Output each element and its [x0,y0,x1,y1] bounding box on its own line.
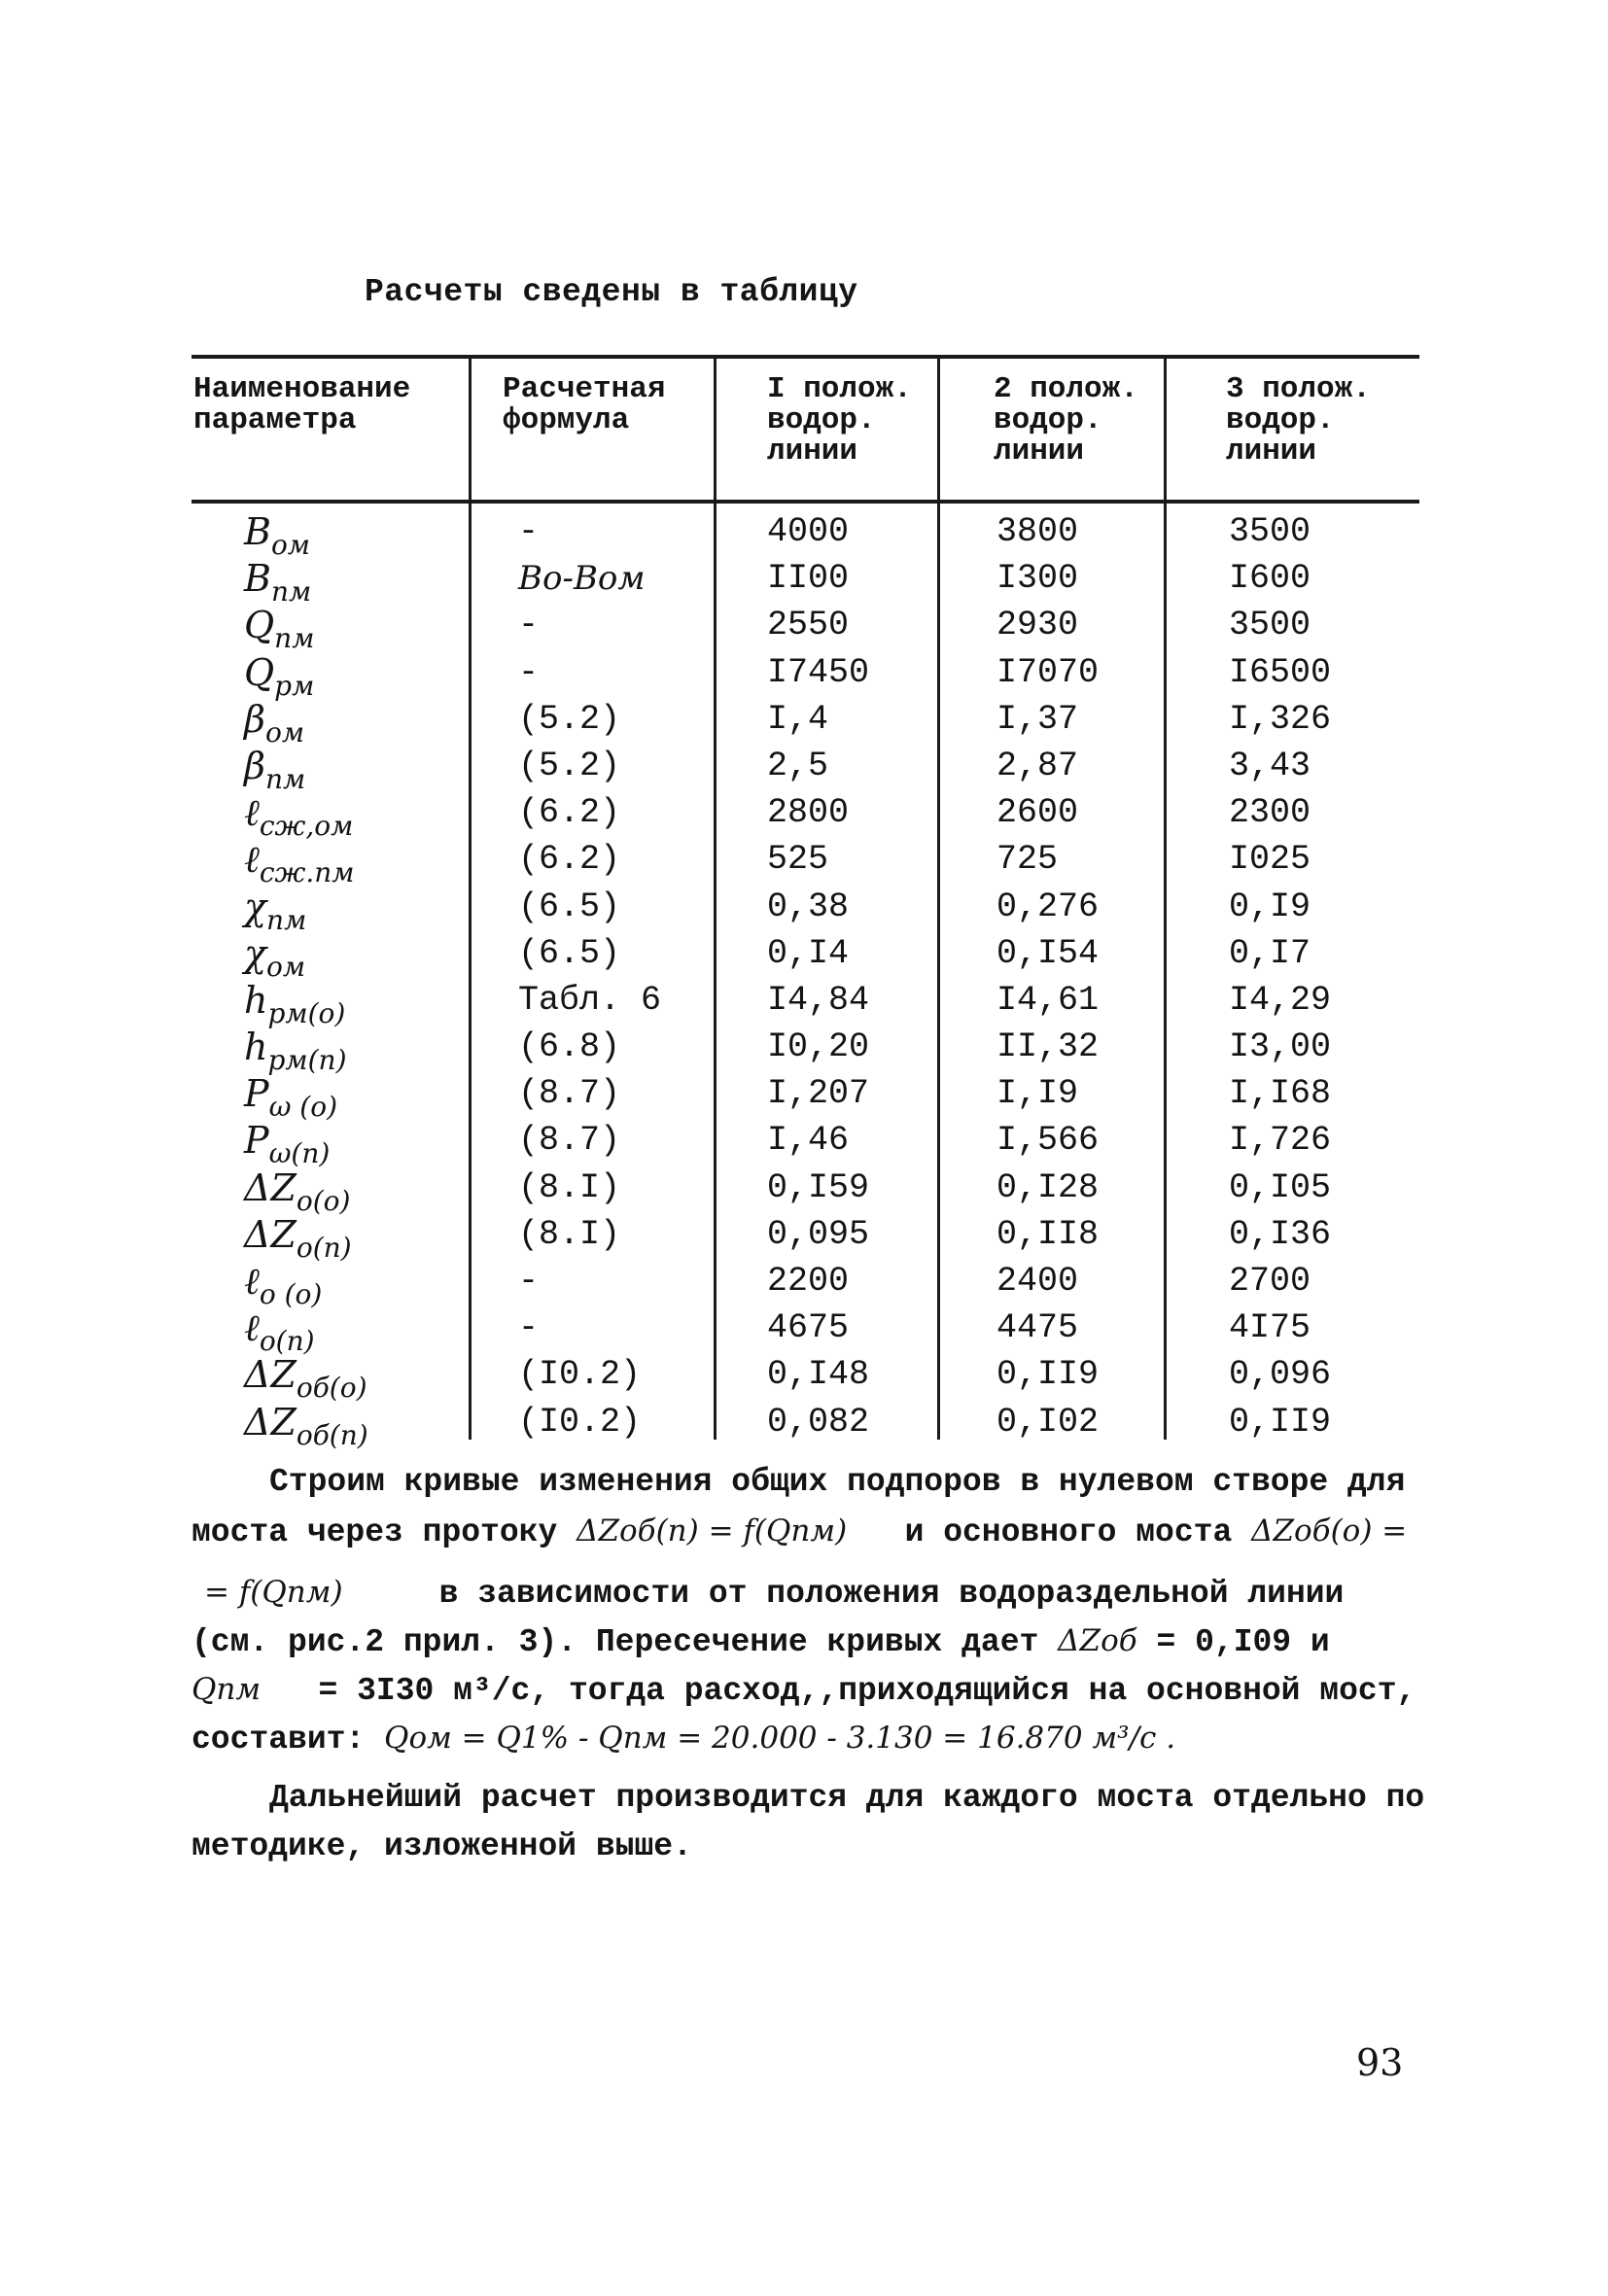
formula-cell: Bo-Bом [518,559,646,599]
value-cell-position-2: 0,I54 [996,933,1100,973]
handwritten-formula: Qом = Q1% - Qпм = 20.000 - 3.130 = 16.870 м³/с . [384,1721,1176,1756]
paragraph-1-line-5 [192,1665,1416,1716]
table-header-rule [192,500,1419,504]
table-row [192,1304,1419,1358]
parameter-subscript: рм [274,669,315,702]
value-cell-position-1: 0,I59 [767,1167,870,1207]
value-cell-position-3: I,326 [1229,699,1332,739]
value-cell-position-1: I,46 [767,1121,850,1161]
parameter-symbol [244,604,315,655]
table-row [192,976,1419,1029]
value-cell-position-3: I,726 [1229,1121,1332,1161]
parameter-symbol-base: P [244,1119,269,1163]
value-cell-position-1: 0,I4 [767,933,850,973]
text: = 3I30 м³/с, тогда расход,,приходящийся на основной мост, [318,1673,1416,1709]
table-body [192,507,1419,1451]
parameter-subscript: ом [264,715,305,748]
formula-cell: (8.I) [518,1214,621,1254]
value-cell-position-2: I,I9 [996,1074,1079,1114]
value-cell-position-2: 3800 [996,512,1079,551]
table-row [192,835,1419,889]
value-cell-position-1: 4675 [767,1308,850,1348]
header-position-1: I полож. водор. линии [767,372,912,469]
value-cell-position-1: 2800 [767,793,850,833]
value-cell-position-1: II00 [767,559,850,599]
value-cell-position-2: 0,I02 [996,1402,1100,1442]
formula-cell: (6.5) [518,887,621,926]
value-cell-position-2: 2930 [996,606,1079,645]
parameter-symbol-base: ΔZ [244,1165,297,1209]
parameter-symbol [244,510,311,561]
formula-cell: (6.5) [518,933,621,973]
value-cell-position-3: 0,I05 [1229,1167,1332,1207]
formula-cell: - [518,606,540,645]
text: (см. рис.2 прил. 3). Пересечение кривых дает [192,1624,1039,1660]
parameter-symbol [244,1212,352,1264]
formula-cell: (8.I) [518,1167,621,1207]
table-row [192,695,1419,748]
parameter-symbol [244,697,305,748]
parameter-symbol [244,791,354,843]
formula-cell: - [518,512,540,551]
parameter-symbol-base: χ [244,931,267,975]
parameter-subscript: сж,ом [259,810,354,843]
paragraph-1-line-6 [192,1714,1175,1764]
formula-cell: (5.2) [518,699,621,739]
value-cell-position-1: 0,I48 [767,1355,870,1395]
text: составит: [192,1722,366,1757]
parameter-subscript: ом [270,529,311,561]
value-cell-position-2: 2600 [996,793,1079,833]
table-row [192,1116,1419,1170]
page-number: 93 [1356,2041,1404,2084]
formula-cell: - [518,1308,540,1348]
value-cell-position-3: 0,I9 [1229,887,1311,926]
table-row [192,929,1419,983]
value-cell-position-2: 725 [996,840,1059,880]
parameter-symbol [244,1026,347,1077]
value-cell-position-2: 0,I28 [996,1167,1100,1207]
handwritten-formula: ΔZоб(п) = f(Qпм) [577,1513,848,1548]
parameter-symbol [244,838,355,889]
parameter-symbol [244,978,346,1029]
parameter-symbol-base: Q [244,604,275,647]
parameter-symbol [244,1306,315,1358]
value-cell-position-1: 525 [767,840,829,880]
table-row [192,1257,1419,1310]
value-cell-position-1: 2550 [767,606,850,645]
formula-cell: (I0.2) [518,1402,642,1442]
parameter-subscript: пм [270,575,312,609]
parameter-symbol [244,1260,323,1310]
parameter-symbol [244,1072,338,1124]
formula-cell: (8.7) [518,1121,621,1161]
formula-cell: Табл. 6 [518,980,662,1020]
value-cell-position-3: 3500 [1229,512,1311,551]
formula-cell: - [518,1262,540,1301]
formula-cell: (6.2) [518,840,621,880]
parameter-subscript: об(о) [296,1372,367,1405]
parameter-symbol-base: P [244,1072,269,1116]
value-cell-position-3: 0,096 [1229,1355,1332,1395]
value-cell-position-3: 2700 [1229,1262,1311,1301]
value-cell-position-3: I3,00 [1229,1027,1332,1067]
paragraph-1-line-1: Строим кривые изменения общих подпоров в нулевом створе для [269,1464,1406,1500]
parameter-symbol-base: B [244,510,271,553]
value-cell-position-2: I,566 [996,1121,1100,1161]
parameter-symbol-base: h [244,978,268,1022]
parameter-symbol [244,744,306,795]
parameter-subscript: о(п) [259,1325,315,1358]
table-row [192,554,1419,609]
parameter-subscript: ом [266,950,306,983]
text: = 0,I09 и [1156,1624,1330,1660]
value-cell-position-3: 0,I36 [1229,1214,1332,1254]
formula-cell: - [518,652,540,692]
parameter-symbol-base: ΔZ [244,1353,297,1397]
parameter-subscript: пм [266,903,307,936]
value-cell-position-1: 0,082 [767,1402,870,1442]
parameter-symbol [244,1353,367,1405]
parameter-symbol-base: B [244,557,271,601]
value-cell-position-1: I,4 [767,699,829,739]
parameter-symbol [244,885,307,936]
parameter-symbol-base: χ [244,885,267,928]
table-row [192,648,1419,702]
parameter-symbol-base: β [244,697,265,741]
parameter-symbol [244,1400,368,1451]
value-cell-position-1: I7450 [767,652,870,692]
value-cell-position-1: 2,5 [767,746,829,785]
table-row [192,883,1419,936]
value-cell-position-2: II,32 [996,1027,1100,1067]
parameter-subscript: сж.пм [259,856,355,889]
parameter-symbol [244,1165,351,1217]
value-cell-position-3: I6500 [1229,652,1332,692]
formula-cell: (6.2) [518,793,621,833]
value-cell-position-3: I600 [1229,559,1311,599]
handwritten-formula: ΔZоб(о) = [1251,1513,1408,1548]
handwritten-formula: = f(Qпм) [204,1575,343,1610]
parameter-symbol-base: ℓ [244,838,260,882]
table-top-rule [192,355,1419,359]
value-cell-position-2: I,37 [996,699,1079,739]
parameter-subscript: ω(п) [268,1137,331,1170]
value-cell-position-3: 3,43 [1229,746,1311,785]
parameter-symbol-base: h [244,1026,268,1069]
parameter-symbol-base: ℓ [244,791,260,835]
parameter-subscript: пм [274,622,315,655]
value-cell-position-3: 3500 [1229,606,1311,645]
value-cell-position-1: I0,20 [767,1027,870,1067]
parameter-subscript: рм(п) [267,1044,347,1077]
table-row [192,1210,1419,1264]
handwritten-formula: Qпм [192,1672,262,1707]
parameter-symbol-base: ℓ [244,1260,260,1303]
table-row [192,1350,1419,1405]
text: и основного моста [904,1514,1233,1550]
parameter-symbol [244,931,306,983]
parameter-symbol [244,557,312,609]
value-cell-position-2: 2400 [996,1262,1079,1301]
paragraph-2-line-1: Дальнейший расчет производится для каждого моста отдельно по [269,1780,1425,1816]
parameter-symbol-base: ΔZ [244,1212,297,1256]
table-row [192,1069,1419,1124]
value-cell-position-3: I,I68 [1229,1074,1332,1114]
parameter-symbol-base: Q [244,650,275,694]
formula-cell: (6.8) [518,1027,621,1067]
table-row [192,1398,1419,1451]
value-cell-position-3: I4,29 [1229,980,1332,1020]
value-cell-position-1: I,207 [767,1074,870,1114]
value-cell-position-2: I4,61 [996,980,1100,1020]
value-cell-position-2: 4475 [996,1308,1079,1348]
value-cell-position-2: 0,276 [996,887,1100,926]
parameter-subscript: о(п) [296,1231,352,1264]
paragraph-1-line-4 [192,1617,1330,1667]
value-cell-position-1: 0,095 [767,1214,870,1254]
value-cell-position-2: 2,87 [996,746,1079,785]
parameter-subscript: ω (о) [268,1091,338,1124]
header-formula: Расчетная формула [503,372,666,437]
parameter-subscript: пм [264,762,306,795]
header-position-3: 3 полож. водор. линии [1226,372,1371,469]
parameter-subscript: об(п) [296,1418,368,1451]
value-cell-position-2: I300 [996,559,1079,599]
table-row [192,788,1419,843]
table-row [192,507,1419,561]
formula-cell: (5.2) [518,746,621,785]
parameter-subscript: рм(о) [267,996,346,1029]
value-cell-position-1: 4000 [767,512,850,551]
formula-cell: (8.7) [518,1074,621,1114]
table-caption: Расчеты сведены в таблицу [365,274,858,310]
parameter-symbol-base: ℓ [244,1306,260,1350]
parameter-subscript: о(о) [296,1184,351,1217]
table-row [192,1023,1419,1077]
value-cell-position-3: 2300 [1229,793,1311,833]
header-parameter-name: Наименование параметра [193,372,411,437]
value-cell-position-1: 2200 [767,1262,850,1301]
value-cell-position-1: 0,38 [767,887,850,926]
handwritten-formula: ΔZоб [1058,1623,1137,1658]
text: моста через протоку [192,1514,558,1550]
paragraph-2-line-2: методике, изложенной выше. [192,1828,692,1864]
parameter-symbol-base: β [244,744,265,787]
value-cell-position-2: 0,II9 [996,1355,1100,1395]
value-cell-position-3: 4I75 [1229,1308,1311,1348]
table-row [192,742,1419,795]
parameter-symbol [244,1119,331,1170]
value-cell-position-1: I4,84 [767,980,870,1020]
parameter-symbol-base: ΔZ [244,1400,297,1444]
value-cell-position-3: 0,I7 [1229,933,1311,973]
table-row [192,1164,1419,1217]
value-cell-position-2: I7070 [996,652,1100,692]
table-row [192,601,1419,655]
paragraph-1-line-2 [192,1507,1407,1557]
value-cell-position-3: 0,II9 [1229,1402,1332,1442]
parameter-symbol [244,650,315,702]
paragraph-1-line-3 [204,1568,1344,1618]
parameter-subscript: о (о) [259,1278,323,1310]
value-cell-position-2: 0,II8 [996,1214,1100,1254]
header-position-2: 2 полож. водор. линии [994,372,1138,469]
value-cell-position-3: I025 [1229,840,1311,880]
text: в зависимости от положения водораздельной линии [438,1576,1345,1612]
formula-cell: (I0.2) [518,1355,642,1395]
